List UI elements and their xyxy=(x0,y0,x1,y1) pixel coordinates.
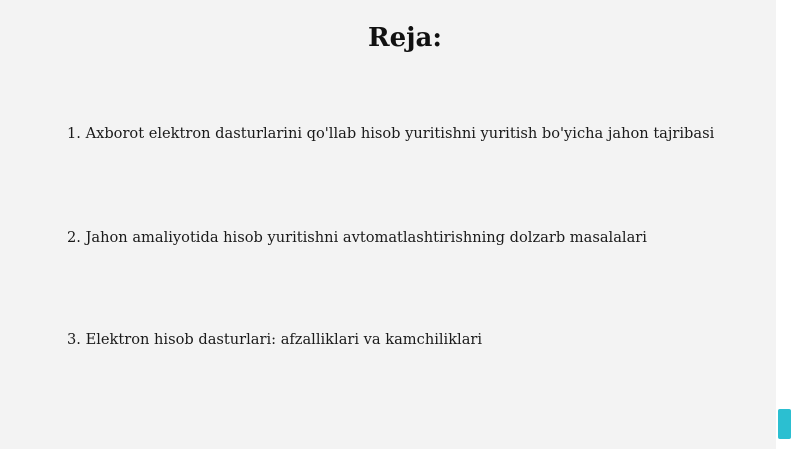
plan-item-3: 3. Elektron hisob dasturlari: afzalliklari va kamchiliklari xyxy=(67,331,483,348)
slide-title: Reja: xyxy=(367,23,442,53)
scrollbar-thumb[interactable] xyxy=(778,409,791,439)
plan-item-2: 2. Jahon amaliyotida hisob yuritishni avtomatlashtirishning dolzarb masalalari xyxy=(67,229,647,246)
plan-item-1: 1. Axborot elektron dasturlarini qo'llab hisob yuritishni yuritish bo'yicha jahon tajribasi xyxy=(67,125,715,142)
scrollbar-track[interactable] xyxy=(776,0,800,449)
